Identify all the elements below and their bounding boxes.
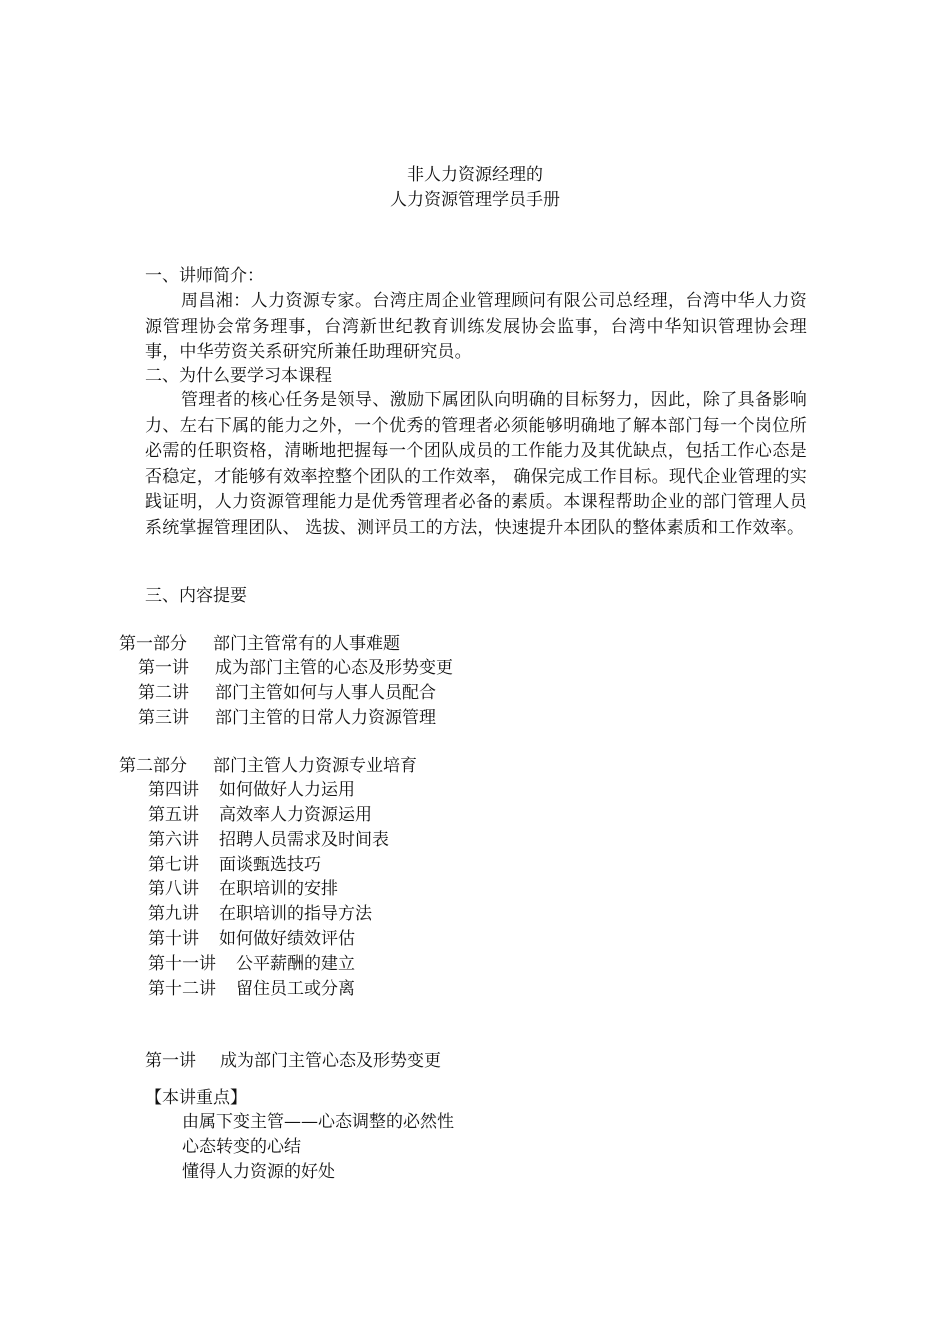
toc-item (148, 778, 355, 803)
lecture-num: 第七讲 (148, 855, 199, 875)
lecture-num: 第二讲 (138, 683, 189, 703)
lecture-num: 第一讲 (138, 658, 189, 678)
lecture-title: 在职培训的安排 (219, 879, 338, 899)
lecture-num: 第五讲 (148, 805, 199, 825)
lecture-num: 第六讲 (148, 830, 199, 850)
section3-heading: 三、内容提要 (145, 586, 247, 606)
section1-body: 周昌湘：人力资源专家。台湾庄周企业管理顾问有限公司总经理，台湾中华人力资源管理协会常务理事，台湾新世纪教育训练发展协会监事，台湾中华知识管理协会理事，中华劳资关系研究所兼任助理研究员。 (145, 291, 807, 362)
toc-item (138, 706, 436, 731)
key-point-item: 懂得人力资源的好处 (182, 1162, 335, 1182)
part1-heading (119, 632, 400, 657)
lecture-num: 第四讲 (148, 780, 199, 800)
lecture-title: 如何做好绩效评估 (219, 929, 355, 949)
toc-item (148, 803, 372, 828)
lecture-title: 高效率人力资源运用 (219, 805, 372, 825)
toc-item (148, 927, 355, 952)
lecture-title: 面谈甄选技巧 (219, 855, 321, 875)
lecture1-num: 第一讲 (145, 1051, 196, 1071)
lecture-title: 招聘人员需求及时间表 (219, 830, 389, 850)
toc-item (148, 977, 355, 1002)
lecture-title: 在职培训的指导方法 (219, 904, 372, 924)
lecture-num: 第八讲 (148, 879, 199, 899)
lecture-title: 成为部门主管的心态及形势变更 (215, 658, 453, 678)
lecture-title: 部门主管如何与人事人员配合 (215, 683, 436, 703)
section1-heading: 一、讲师简介： (145, 266, 264, 286)
lecture-title: 公平薪酬的建立 (236, 954, 355, 974)
lecture-title: 留住员工或分离 (236, 979, 355, 999)
lecture-num: 第十二讲 (148, 979, 216, 999)
toc-item (138, 681, 436, 706)
part1-label: 第一部分 (119, 634, 187, 654)
toc-item (148, 902, 372, 927)
lecture-num: 第十讲 (148, 929, 199, 949)
lecture-num: 第九讲 (148, 904, 199, 924)
key-point-item: 由属下变主管——心态调整的必然性 (182, 1112, 454, 1132)
toc-item (148, 853, 321, 878)
part1-title: 部门主管常有的人事难题 (213, 634, 400, 654)
doc-title-line1: 非人力资源经理的 (407, 165, 543, 185)
lecture-title: 部门主管的日常人力资源管理 (215, 708, 436, 728)
lecture-num: 第十一讲 (148, 954, 216, 974)
toc-item (148, 952, 355, 977)
key-points-label: 【本讲重点】 (145, 1088, 247, 1108)
lecture-title: 如何做好人力运用 (219, 780, 355, 800)
toc-item (148, 877, 338, 902)
part2-label: 第二部分 (119, 756, 187, 776)
part2-title: 部门主管人力资源专业培育 (213, 756, 417, 776)
lecture1-heading (145, 1049, 441, 1074)
lecture-num: 第三讲 (138, 708, 189, 728)
key-point-item: 心态转变的心结 (182, 1137, 301, 1157)
section2-heading: 二、为什么要学习本课程 (145, 366, 332, 386)
toc-item (148, 828, 389, 853)
lecture1-title: 成为部门主管心态及形势变更 (220, 1051, 441, 1071)
part2-heading (119, 754, 417, 779)
toc-item (138, 656, 453, 681)
section2-body: 管理者的核心任务是领导、激励下属团队向明确的目标努力，因此，除了具备影响力、左右下属的能力之外，一个优秀的管理者必须能够明确地了解本部门每一个岗位所必需的任职资格，清晰地把握每一个团队成员的工作能力及其优缺点，包括工作心态是否稳定，才能够有效率控整个团队的工作效率， 确保完成工作目标。现代企业管理的实践证明，人力资源管理能力是优秀管理者必备的素质。本课程帮助企业的部门管理人员系统掌握管理团队、 选拔、测评员工的方法，快速提升本团队的整体素质和工作效率。 (145, 390, 807, 538)
doc-title-line2: 人力资源管理学员手册 (390, 190, 560, 210)
